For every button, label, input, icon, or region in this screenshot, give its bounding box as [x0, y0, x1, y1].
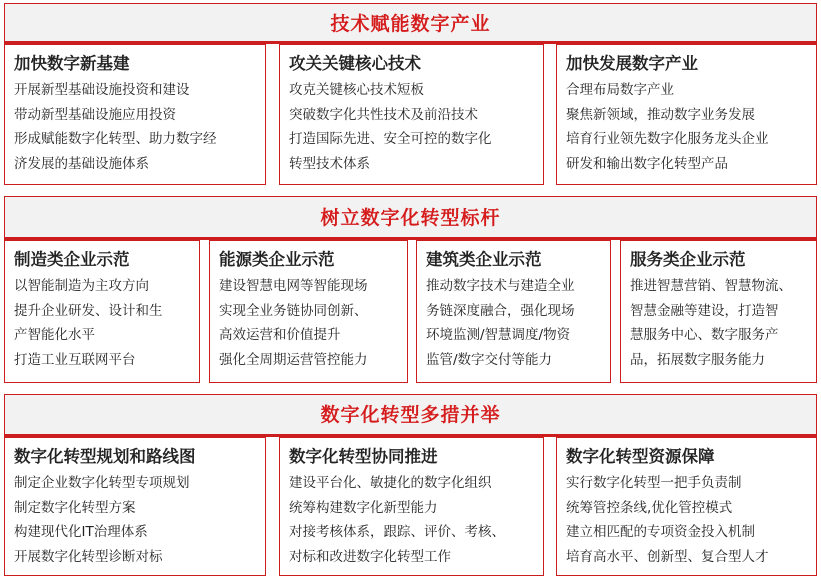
- section-tech-empower: [4, 3, 817, 187]
- card-line: 统筹构建数字化新型能力: [289, 499, 438, 516]
- card-line: 统筹管控条线,优化管控模式: [566, 499, 733, 516]
- card-line: 强化全周期运营管控能力: [219, 351, 368, 368]
- card-line: 带动新型基础设施应用投资: [14, 106, 176, 123]
- card-line: 制定数字化转型方案: [14, 499, 136, 516]
- card-line: 培育行业领先数字化服务龙头企业: [566, 131, 769, 147]
- card-line: 产智能化水平: [14, 327, 95, 343]
- card-title: 数字化转型规划和路线图: [14, 447, 196, 466]
- card-line: 转型技术体系: [289, 155, 370, 172]
- card-line: 合理布局数字产业: [566, 82, 674, 98]
- card-title: 攻关关键核心技术: [289, 54, 421, 73]
- card-line: 高效运营和价值提升: [219, 327, 341, 343]
- card-title: 服务类企业示范: [630, 250, 746, 269]
- card-line: 对标和改进数字化转型工作: [289, 548, 451, 565]
- card-line: 形成赋能数字化转型、助力数字经: [14, 131, 217, 147]
- card-line: 研发和输出数字化转型产品: [566, 155, 728, 172]
- card-manufacturing: [4, 240, 200, 383]
- card-line: 慧服务中心、数字服务产: [630, 327, 779, 343]
- card-digital-infrastructure: [4, 44, 266, 185]
- card-line: 监管/数字交付等能力: [426, 351, 553, 368]
- card-collaboration: [279, 437, 544, 576]
- card-core-technology: [279, 44, 544, 185]
- card-line: 建设智慧电网等智能现场: [219, 278, 368, 294]
- card-line: 培育高水平、创新型、复合型人才: [566, 548, 769, 565]
- card-line: 开展数字化转型诊断对标: [14, 548, 163, 565]
- card-title: 建筑类企业示范: [426, 250, 542, 269]
- card-line: 打造国际先进、安全可控的数字化: [289, 131, 492, 147]
- card-digital-industry: [556, 44, 817, 185]
- card-line: 济发展的基础设施体系: [14, 155, 149, 172]
- card-line: 推动数字技术与建造全业: [426, 278, 575, 294]
- card-line: 提升企业研发、设计和生: [14, 302, 163, 319]
- section-benchmark: [4, 196, 817, 384]
- card-title: 加快数字新基建: [14, 54, 130, 73]
- card-line: 实现全业务链协同创新、: [219, 302, 368, 319]
- card-construction: [416, 240, 611, 383]
- section-title: 数字化转型多措并举: [4, 394, 817, 437]
- card-title: 制造类企业示范: [14, 250, 130, 269]
- card-line: 构建现代化IT治理体系: [14, 524, 148, 540]
- card-line: 突破数字化共性技术及前沿技术: [289, 106, 478, 123]
- card-resource-support: [556, 437, 817, 576]
- card-line: 对接考核体系，跟踪、评价、考核、: [289, 524, 505, 540]
- card-title: 能源类企业示范: [219, 250, 335, 269]
- card-title: 加快发展数字产业: [566, 54, 698, 73]
- section-title: 树立数字化转型标杆: [4, 196, 817, 240]
- card-title: 数字化转型协同推进: [289, 447, 438, 466]
- card-title: 数字化转型资源保障: [566, 447, 715, 466]
- card-line: 建设平台化、敏捷化的数字化组织: [289, 475, 492, 491]
- card-line: 智慧金融等建设，打造智: [630, 302, 779, 319]
- card-line: 打造工业互联网平台: [14, 351, 136, 368]
- card-line: 以智能制造为主攻方向: [14, 278, 149, 294]
- card-line: 务链深度融合，强化现场: [426, 302, 575, 319]
- card-line: 攻克关键核心技术短板: [289, 82, 424, 98]
- card-line: 实行数字化转型一把手负责制: [566, 475, 742, 491]
- card-line: 开展新型基础设施投资和建设: [14, 82, 190, 98]
- card-line: 品，拓展数字服务能力: [630, 351, 765, 368]
- card-energy: [209, 240, 408, 383]
- card-line: 制定企业数字化转型专项规划: [14, 475, 190, 491]
- card-line: 聚焦新领域，推动数字业务发展: [566, 106, 755, 123]
- section-title: 技术赋能数字产业: [4, 3, 817, 44]
- card-line: 建立相匹配的专项资金投入机制: [566, 524, 755, 540]
- card-planning-roadmap: [4, 437, 266, 576]
- card-services: [620, 240, 817, 383]
- card-line: 环境监测/智慧调度/物资: [426, 327, 571, 343]
- card-line: 推进智慧营销、智慧物流、: [630, 278, 792, 294]
- section-multi-measures: [4, 394, 817, 577]
